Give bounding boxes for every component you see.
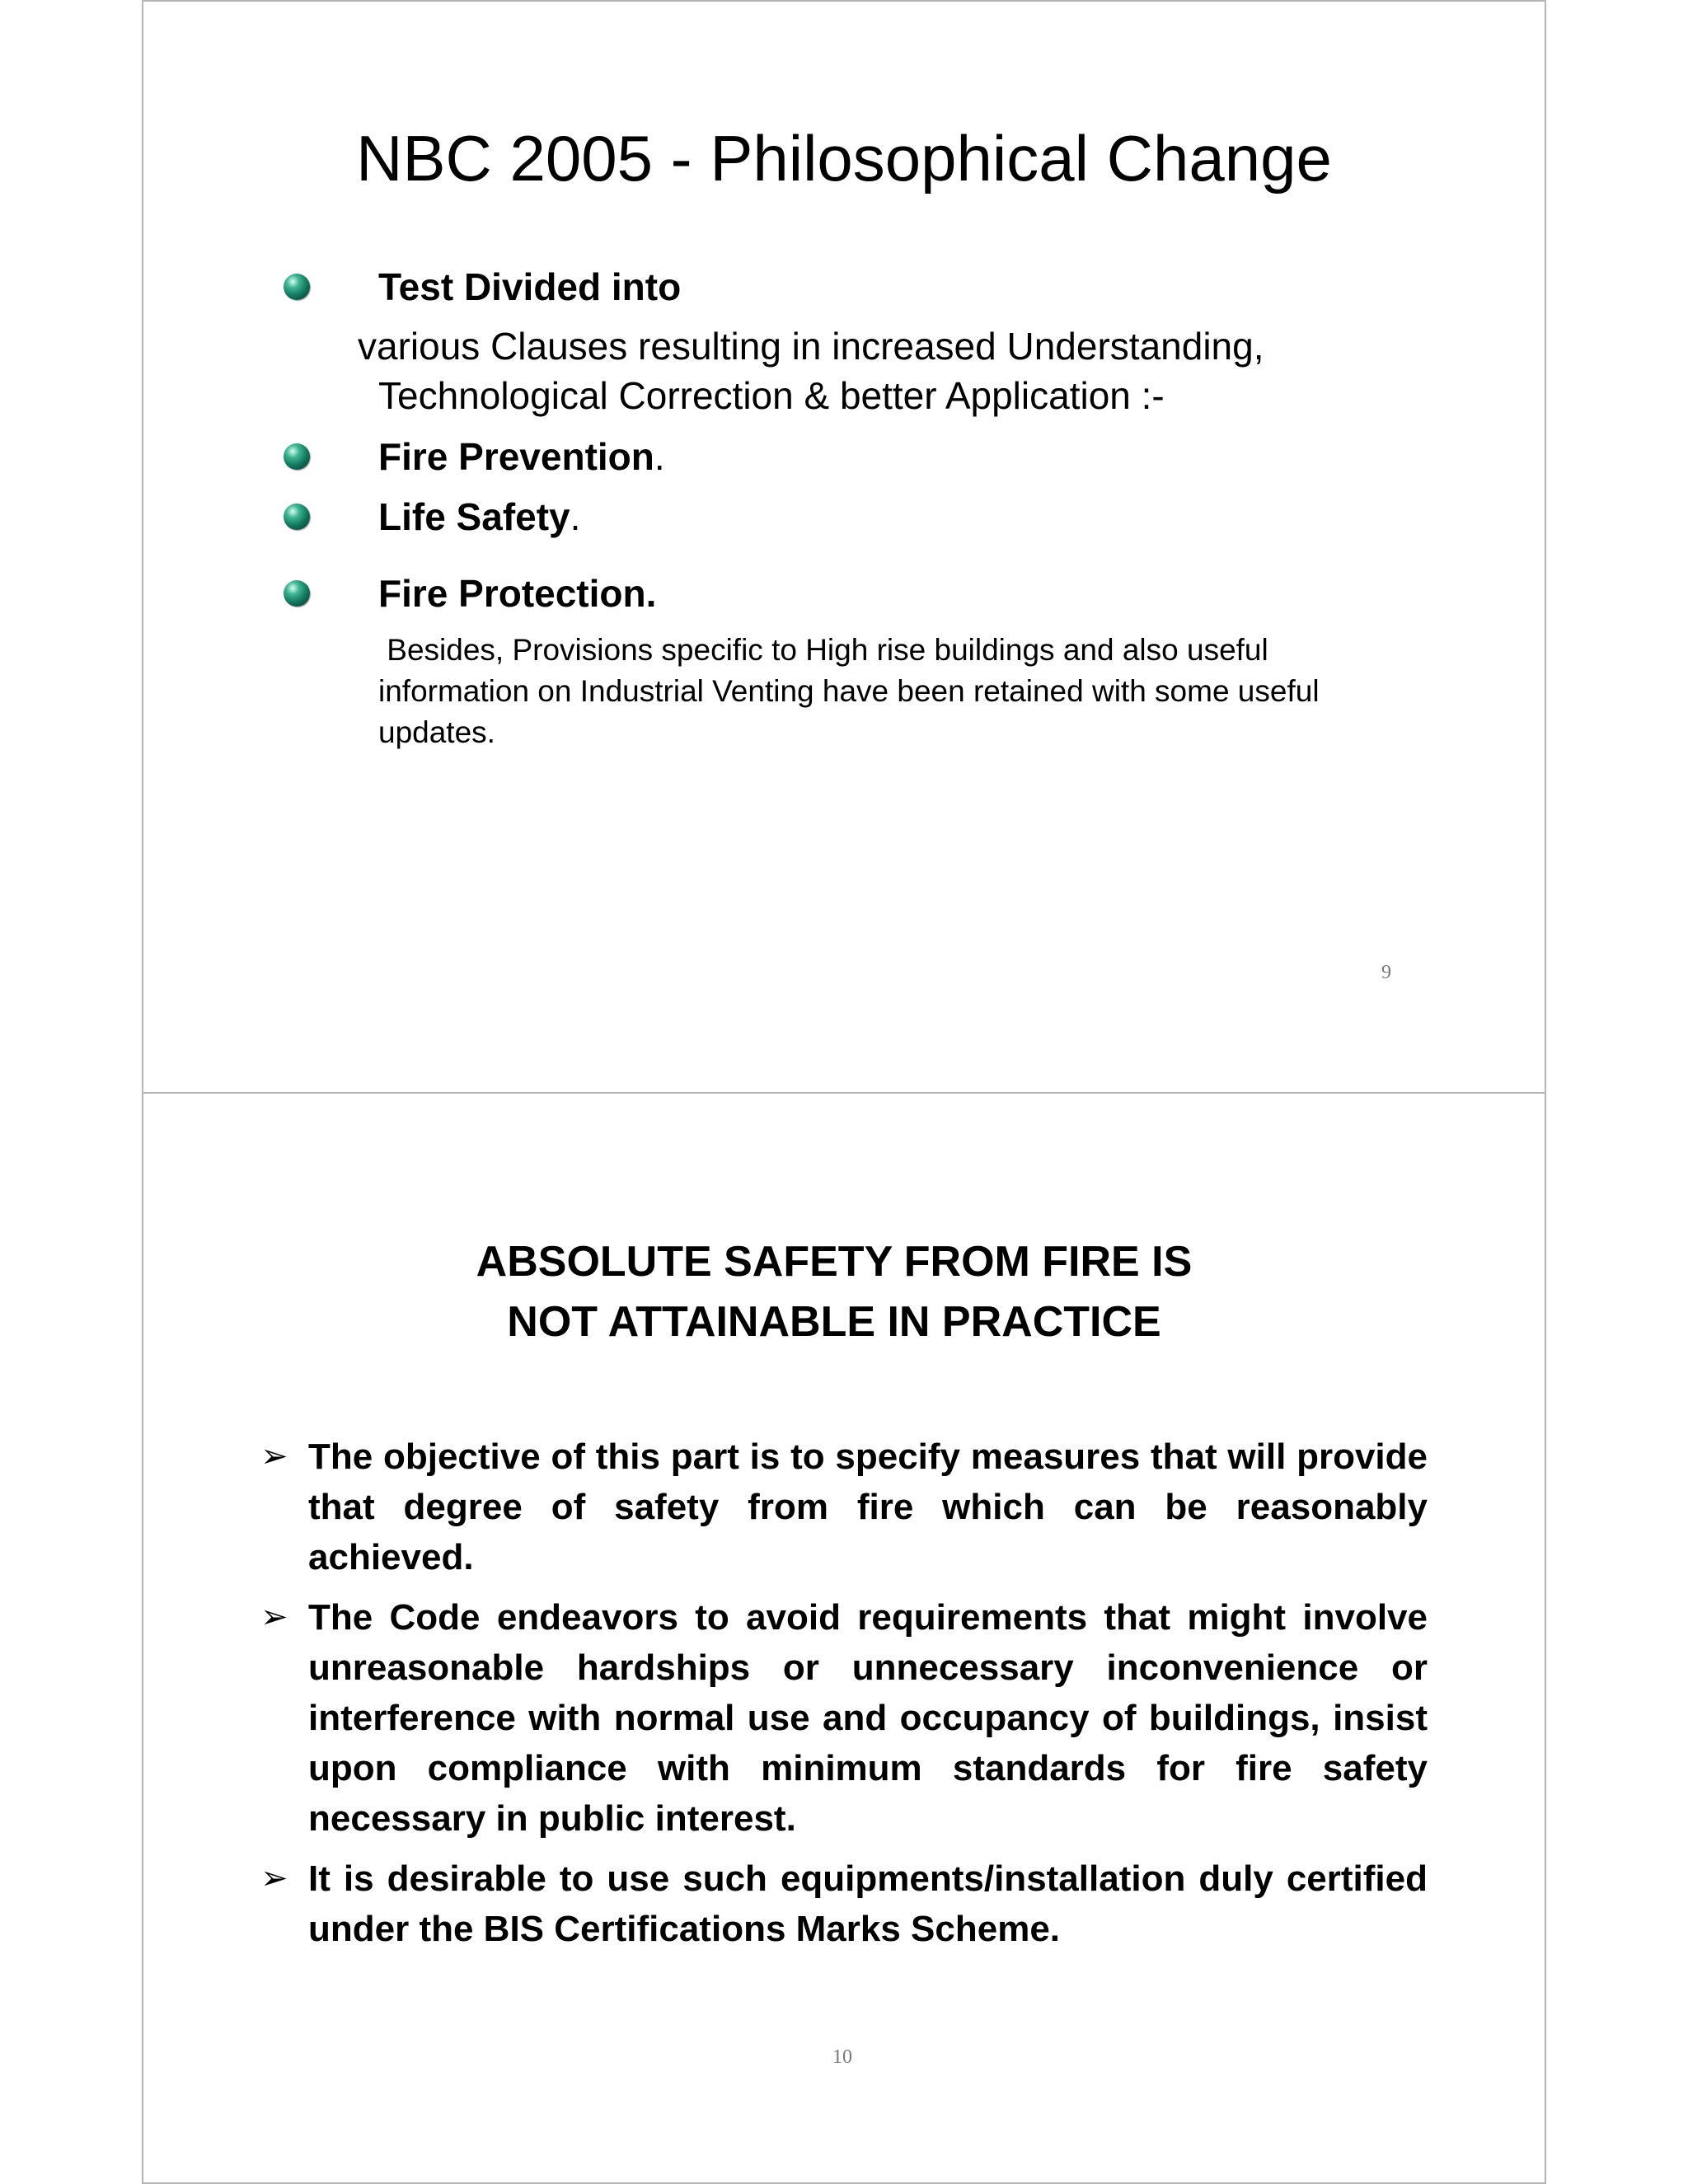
page-number: 10 [832, 2046, 852, 2068]
bullet-life-safety [378, 495, 580, 539]
slide-10 [142, 1092, 1546, 2184]
globe-icon [284, 580, 310, 607]
note-line-1: Besides, Provisions specific to High rise buildings and also useful [378, 633, 1268, 667]
globe-icon [284, 443, 310, 470]
list-item-text: The Code endeavors to avoid requirements that might involve unreasonable hardships or unnecessary inconvenience or interference with normal use and occupancy of buildings, insist upon compliance with minimum standards for fire safety necessary in public interest. [308, 1597, 1428, 1839]
page-number: 9 [1381, 962, 1391, 983]
note-line-3: updates. [378, 715, 495, 749]
arrow-bullet-icon: ➢ [260, 1859, 288, 1897]
bullet-suffix: . [570, 495, 581, 538]
arrow-bullet-icon: ➢ [260, 1437, 288, 1475]
globe-icon [284, 504, 310, 530]
objective-list [260, 1432, 1428, 1964]
list-item [260, 1592, 1428, 1844]
slide-title-line-2: NOT ATTAINABLE IN PRACTICE [507, 1298, 1161, 1346]
bullet-suffix: . [654, 435, 665, 478]
list-item-text: The objective of this part is to specify measures that will provide that degree of safety from fire which can be reasonably achieved. [308, 1436, 1428, 1577]
bullet-fire-protection: Fire Protection. [378, 572, 657, 615]
intro-line-1: various Clauses resulting in increased Understanding, [358, 325, 1264, 368]
slide-title: NBC 2005 - Philosophical Change [356, 122, 1332, 194]
note-line-2: information on Industrial Venting have been retained with some useful [378, 674, 1320, 708]
bullet-fire-prevention [378, 435, 665, 479]
bullet-label: Fire Prevention [378, 435, 654, 478]
slide-9 [142, 0, 1546, 1094]
arrow-bullet-icon: ➢ [260, 1598, 288, 1636]
list-item-text: It is desirable to use such equipments/installation duly certified under the BIS Certifications Marks Scheme. [308, 1858, 1428, 1949]
list-item [260, 1432, 1428, 1582]
slide-title-line-1: ABSOLUTE SAFETY FROM FIRE IS [476, 1238, 1193, 1286]
bullet-label: Life Safety [378, 495, 570, 538]
intro-line-2: Technological Correction & better Application :- [378, 374, 1165, 417]
list-item [260, 1854, 1428, 1954]
bullet-test-divided: Test Divided into [378, 265, 682, 308]
globe-icon [284, 274, 310, 300]
